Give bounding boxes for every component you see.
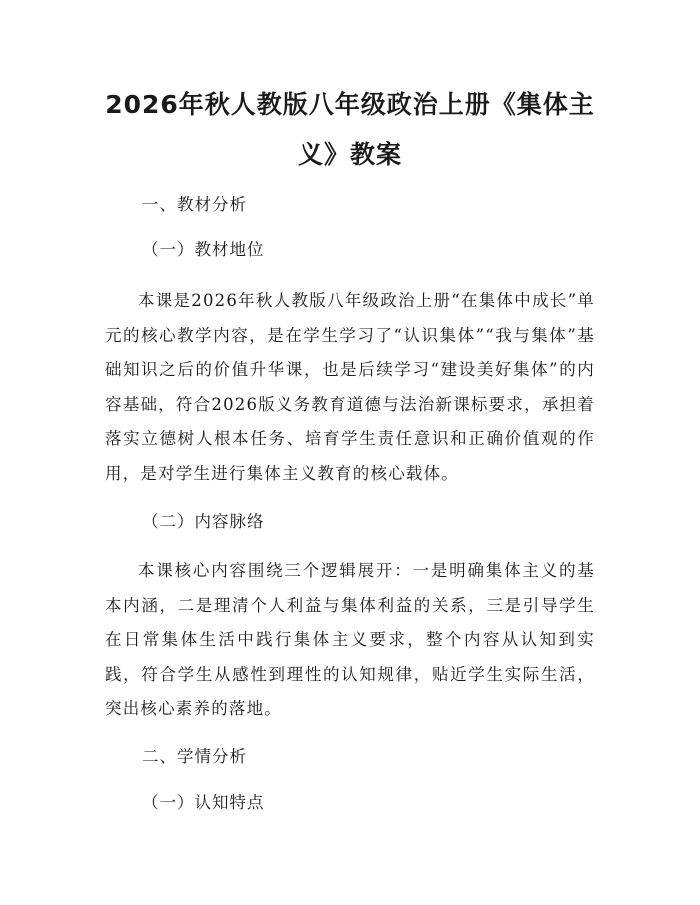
paragraph-content-structure: 本课核心内容围绕三个逻辑展开：一是明确集体主义的基本内涵，二是理清个人利益与集体利益的关系，三是引导学生在日常集体生活中践行集体主义要求，整个内容从认知到实践，符合学生从感性到理性的认知规律，贴近学生实际生活，突出核心素养的落地。 <box>105 561 595 718</box>
subsection-heading-cognitive-features: （一）认知特点 <box>142 793 265 812</box>
subsection-heading-content-structure: （二）内容脉络 <box>142 512 265 531</box>
document-title: 2026年秋人教版八年级政治上册《集体主义》教案 <box>105 90 595 169</box>
paragraph-material-position: 本课是2026年秋人教版八年级政治上册“在集体中成长”单元的核心教学内容，是在学生学习了“认识集体”“我与集体”基础知识之后的价值升华课，也是后续学习“建设美好集体”的内容基础，符合2026版义务教育道德与法治新课标要求，承担着落实立德树人根本任务、培育学生责任意识和正确价值观的作用，是对学生进行集体主义教育的核心载体。 <box>105 291 595 483</box>
subsection-heading-material-position: （一）教材地位 <box>142 240 265 259</box>
section-heading-learner-analysis: 二、学情分析 <box>142 747 247 766</box>
section-heading-teaching-material-analysis: 一、教材分析 <box>142 195 247 214</box>
